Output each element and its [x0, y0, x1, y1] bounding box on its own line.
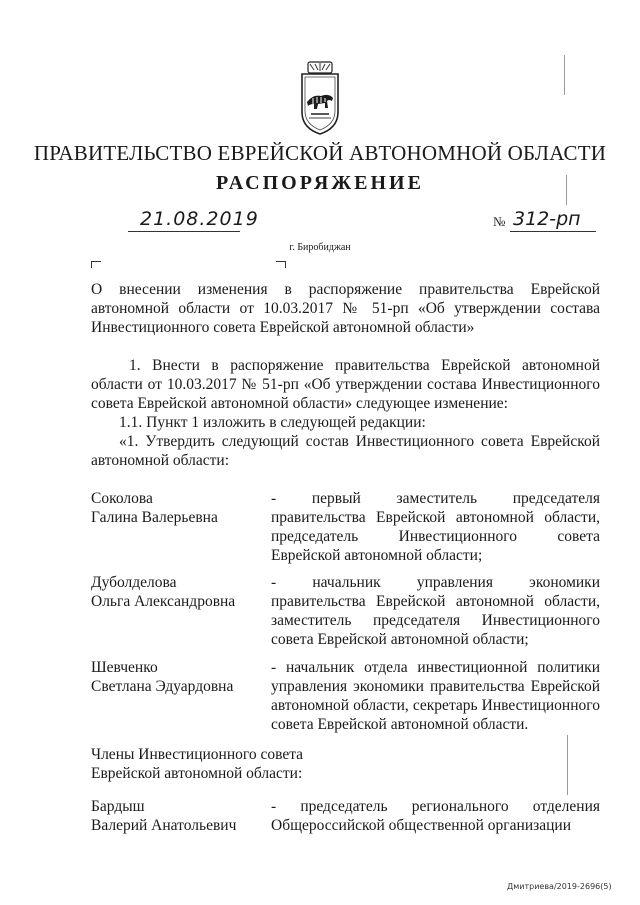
organization-title: ПРАВИТЕЛЬСТВО ЕВРЕЙСКОЙ АВТОНОМНОЙ ОБЛАСТИ	[33, 141, 607, 165]
scan-mark	[566, 175, 567, 205]
scan-mark	[567, 735, 568, 795]
member-role: - председатель регионального отделения Общероссийской общественной организации	[271, 798, 600, 834]
member-name: Дуболделова Ольга Александровна	[91, 574, 236, 610]
paragraph-1-1: 1.1. Пункт 1 изложить в следующей редакции:	[119, 414, 426, 431]
member-name: Шевченко Светлана Эдуардовна	[91, 659, 234, 695]
city-label: г. Биробиджан	[289, 242, 351, 253]
members-heading: Члены Инвестиционного совета Еврейской автономной области:	[91, 746, 304, 782]
document-subject: О внесении изменения в распоряжение правительства Еврейской автономной области от 10.03.2017 № 51-рп «Об утверждении состава Инвестиционного совета Еврейской автономной области»	[91, 281, 600, 336]
document-date: 21.08.2019	[140, 208, 259, 230]
date-underline	[128, 231, 240, 232]
member-role: - начальник отдела инвестиционной политики управления экономики правительства Еврейской автономной области, секретарь Инвестиционного совета Еврейской автономной области.	[271, 659, 600, 733]
number-underline	[510, 231, 596, 232]
scan-mark	[564, 55, 565, 95]
paragraph-new-1: «1. Утвердить следующий состав Инвестиционного совета Еврейской автономной области:	[91, 433, 600, 469]
member-role: - первый заместитель председателя правительства Еврейской автономной области, председатель Инвестиционного совета Еврейской автономной области;	[271, 490, 600, 564]
paragraph-1: 1. Внести в распоряжение правительства Еврейской автономной области от 10.03.2017 № 51-рп «Об утверждении состава Инвестиционного совета Еврейской автономной области» следующее изменение:	[91, 357, 600, 412]
document-type: РАСПОРЯЖЕНИЕ	[216, 172, 424, 194]
member-name: Бардыш Валерий Анатольевич	[91, 798, 237, 834]
member-role: - начальник управления экономики правительства Еврейской автономной области, заместитель председателя Инвестиционного совета Еврейской автономной области;	[271, 574, 600, 648]
document-number: 312-рп	[513, 208, 581, 230]
coat-of-arms-icon	[299, 60, 341, 138]
footer-code: Дмитриева/2019-2696(5)	[507, 882, 612, 891]
member-name: Соколова Галина Валерьевна	[91, 490, 218, 526]
subject-corner-right	[276, 261, 286, 268]
subject-corner-left	[91, 261, 101, 268]
number-label: №	[493, 214, 506, 229]
